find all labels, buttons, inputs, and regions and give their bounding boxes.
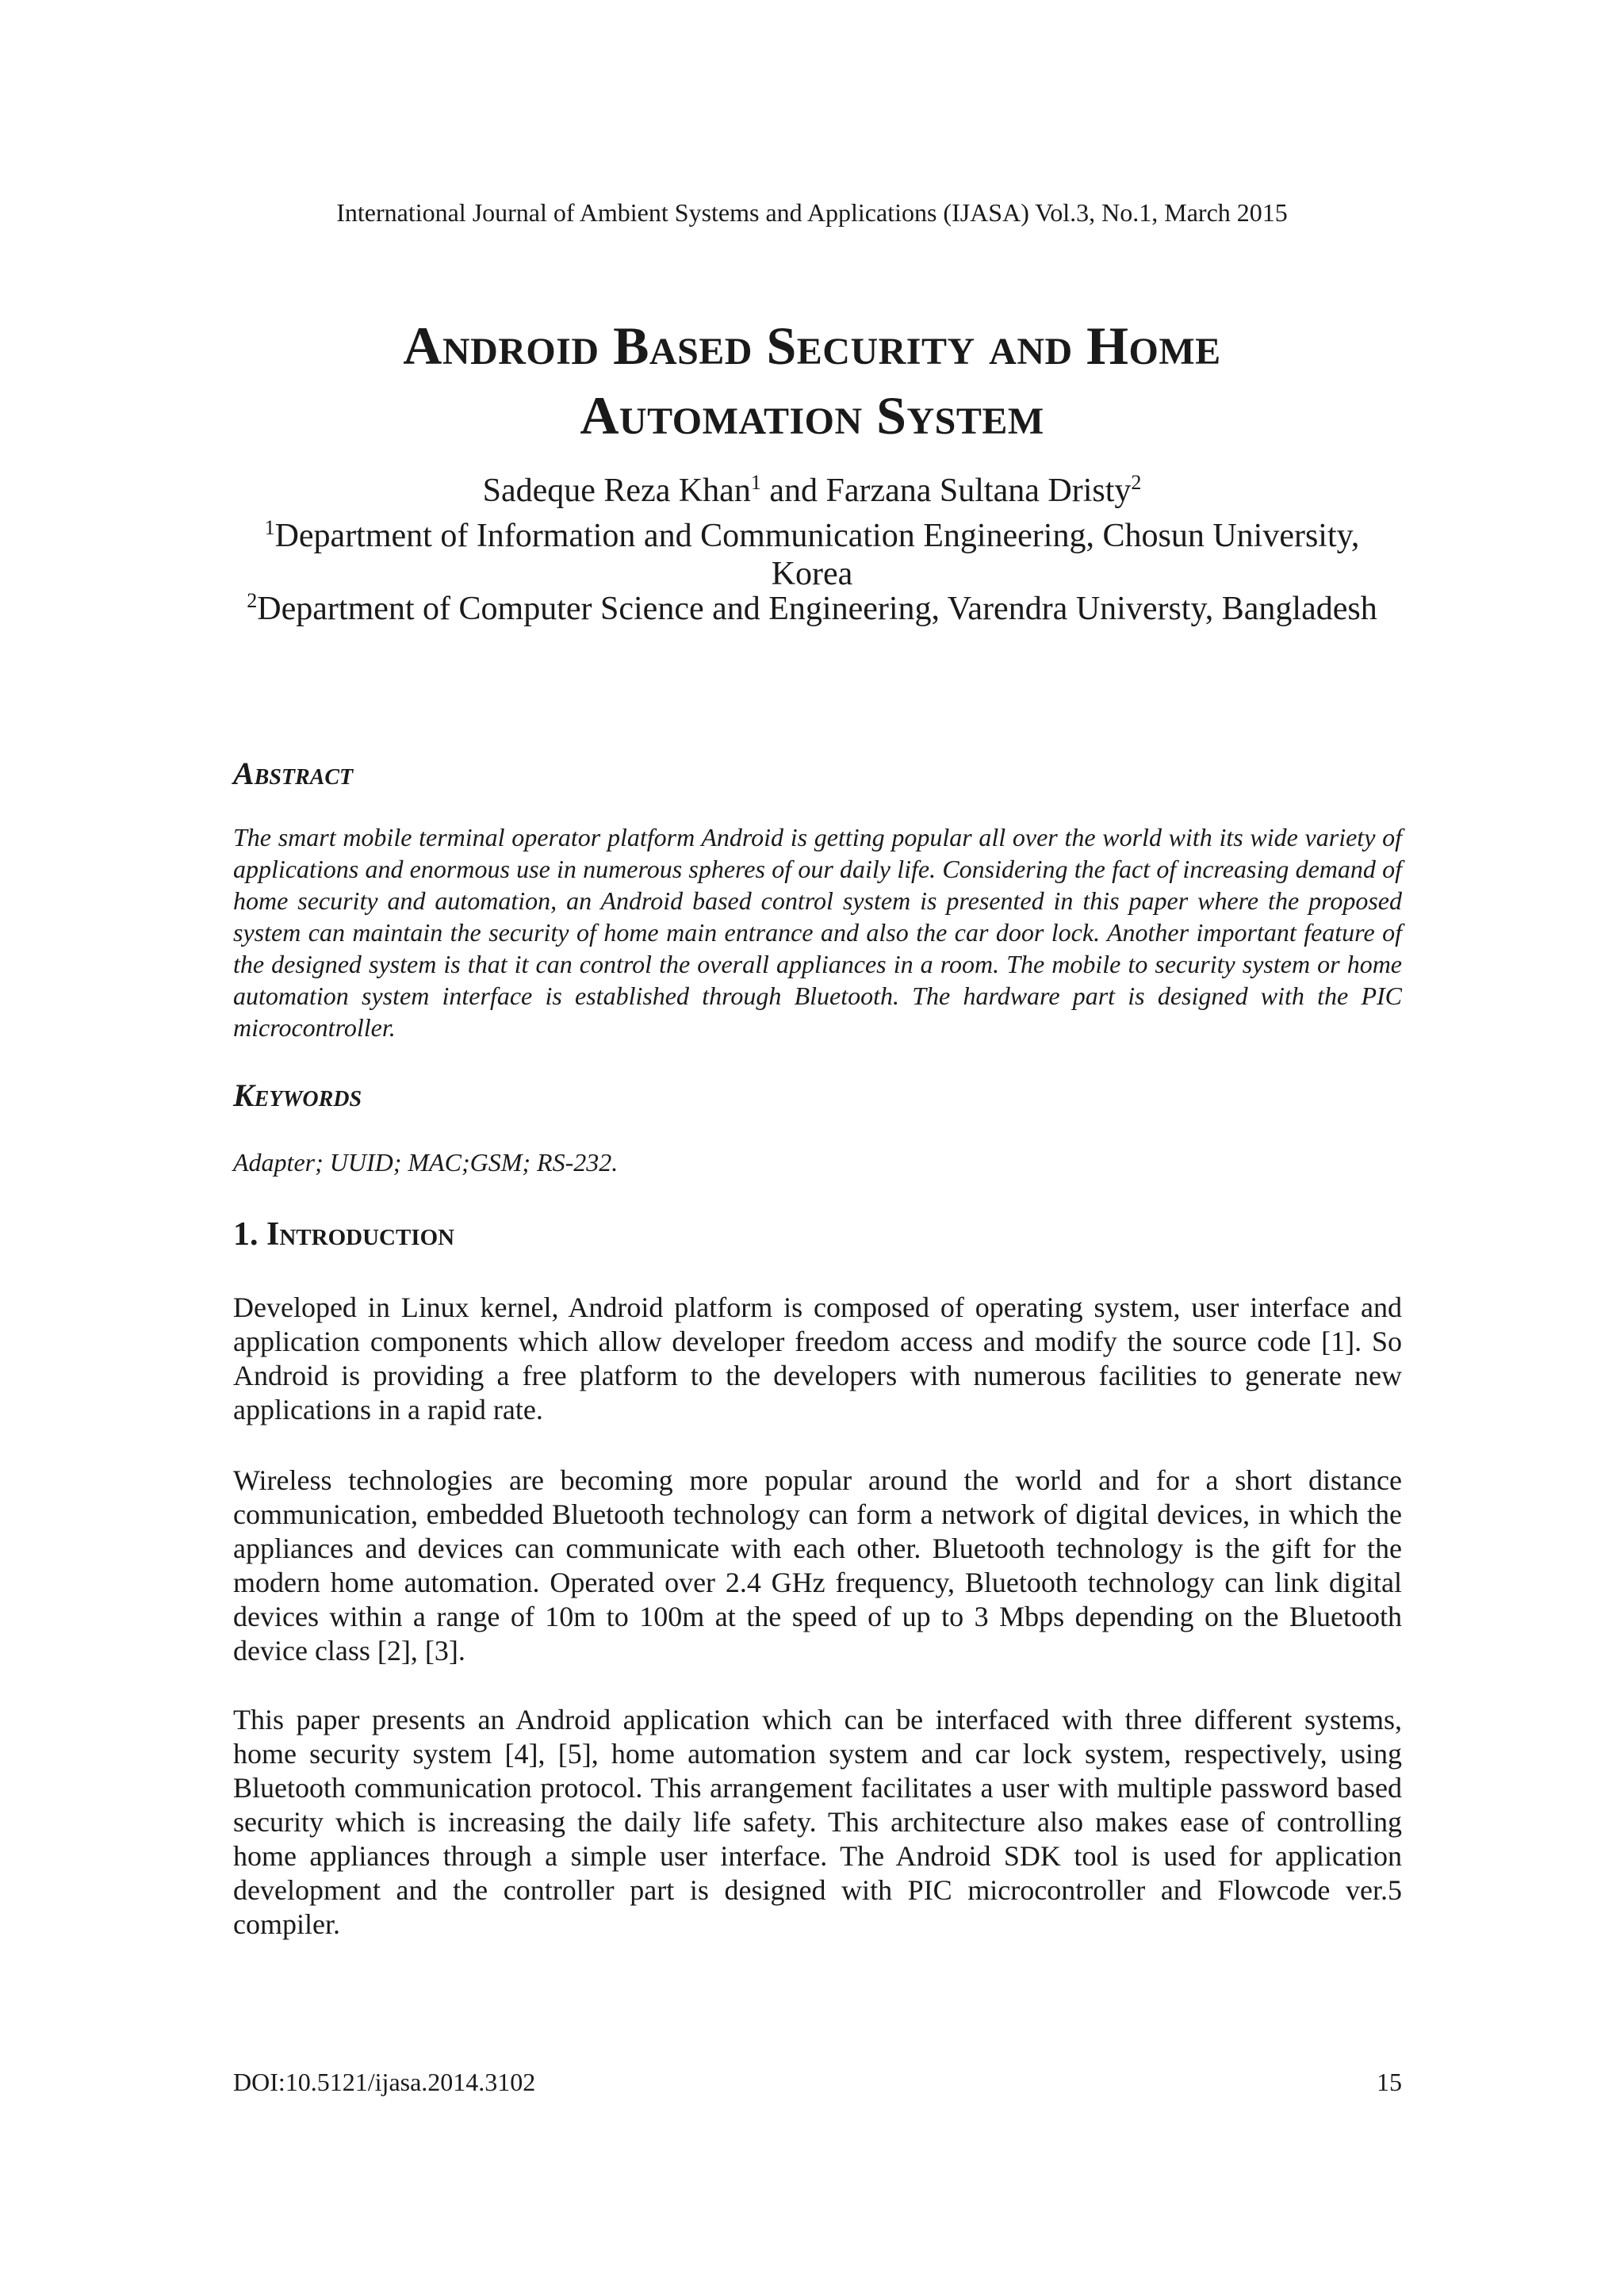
keywords-text: Adapter; UUID; MAC;GSM; RS-232. — [233, 1148, 619, 1177]
title-line-1: Android Based Security and Home — [403, 316, 1221, 376]
affiliation-2-text: Department of Computer Science and Engineering, Varendra Universty, Bangladesh — [257, 591, 1377, 627]
affiliation-2-line-1 — [0, 590, 1624, 628]
author-2-name: Farzana Sultana Dristy — [825, 473, 1132, 509]
author-joiner: and — [760, 473, 826, 509]
affiliation-1 — [0, 517, 1624, 593]
introduction-heading: 1. Introduction — [233, 1216, 455, 1253]
introduction-paragraph-2: Wireless technologies are becoming more popular around the world and for a short distance communication, embedded Bluetooth technology can form a network of digital devices, in which the appliances and devices can communicate with each other. Bluetooth technology is the gift for the modern home automation. Operated over 2.4 GHz frequency, Bluetooth technology can link digital devices within a range of 10m to 100m at the speed of up to 3 Mbps depending on the Bluetooth device class [2], [3]. — [233, 1464, 1402, 1667]
introduction-paragraph-3: This paper presents an Android application which can be interfaced with three different systems, home security system [4], [5], home automation system and car lock system, respectively, using Bluetooth communication protocol. This arrangement facilitates a user with multiple password based security which is increasing the daily life safety. This architecture also makes ease of controlling home appliances through a simple user interface. The Android SDK tool is used for application development and the controller part is designed with PIC microcontroller and Flowcode ver.5 compiler. — [233, 1704, 1402, 1940]
abstract-text: The smart mobile terminal operator platform Android is getting popular all over the world with its wide variety of applications and enormous use in numerous spheres of our daily life. Considering the fact of increasing demand of home security and automation, an Android based control system is presented in this paper where the proposed system can maintain the security of home main entrance and also the car door lock. Another important feature of the designed system is that it can control the overall appliances in a room. The mobile to security system or home automation system interface is established through Bluetooth. The hardware part is designed with the PIC microcontroller. — [233, 823, 1402, 1042]
abstract-heading: Abstract — [233, 756, 354, 791]
title-line-2: Automation System — [580, 385, 1044, 446]
author-list — [0, 471, 1624, 511]
keywords-heading: Keywords — [233, 1077, 362, 1113]
author-1-name: Sadeque Reza Khan — [482, 473, 751, 509]
paper-title — [0, 311, 1624, 450]
introduction-paragraph-1: Developed in Linux kernel, Android platform is composed of operating system, user interface and application components which allow developer freedom access and modify the source code [1]. So Android is providing a free platform to the developers with numerous facilities to generate new applications in a rapid rate. — [233, 1292, 1402, 1425]
affiliation-1-mark: 1 — [264, 516, 275, 539]
affiliation-1-line-1 — [0, 517, 1624, 555]
author-2-affiliation-mark: 2 — [1131, 471, 1142, 494]
author-1-affiliation-mark: 1 — [750, 471, 761, 494]
affiliation-2 — [0, 590, 1624, 628]
affiliation-2-mark: 2 — [247, 589, 258, 612]
affiliation-1-text: Department of Information and Communication Engineering, Chosun University, — [274, 518, 1360, 554]
footer-page-number: 15 — [1377, 2068, 1402, 2096]
running-header: International Journal of Ambient Systems and Applications (IJASA) Vol.3, No.1, March 2015 — [336, 198, 1288, 227]
footer-doi: DOI:10.5121/ijasa.2014.3102 — [233, 2068, 536, 2096]
affiliation-1-line-2: Korea — [771, 556, 853, 592]
